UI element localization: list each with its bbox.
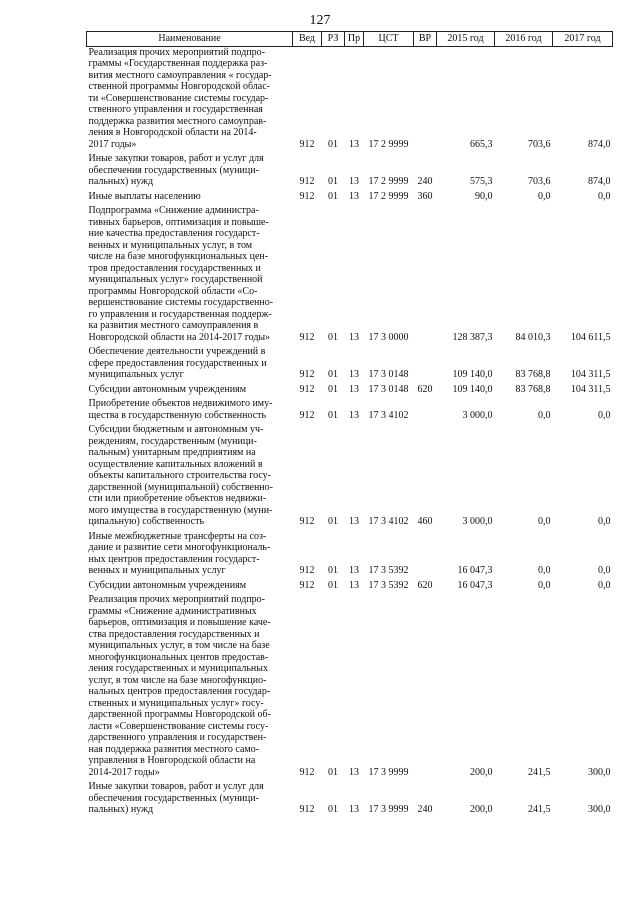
row-value-2015: 3 000,0 bbox=[462, 516, 493, 527]
row-ved: 912 bbox=[299, 565, 315, 576]
table-row bbox=[87, 424, 613, 528]
row-name bbox=[87, 424, 293, 528]
row-name bbox=[87, 531, 293, 577]
row-ved: 912 bbox=[299, 766, 315, 778]
header-2015: 2015 год bbox=[437, 32, 495, 47]
row-pr: 13 bbox=[349, 766, 359, 778]
budget-table bbox=[86, 31, 613, 816]
row-cst: 17 2 9999 bbox=[368, 176, 409, 187]
row-name-text: Субсидии автономным учреждениям bbox=[88, 579, 247, 591]
row-value-2016: 0,0 bbox=[538, 565, 551, 576]
row-cst: 17 3 0148 bbox=[368, 383, 409, 395]
header-vr: ВР bbox=[414, 32, 437, 47]
row-vr bbox=[414, 46, 437, 150]
row-name bbox=[87, 153, 293, 188]
row-value-2016: 703,6 bbox=[528, 138, 551, 150]
row-value-2017: 104 311,5 bbox=[570, 383, 611, 395]
row-rz: 01 bbox=[328, 804, 338, 815]
row-ved: 912 bbox=[299, 516, 315, 527]
page-number: 127 bbox=[309, 13, 331, 28]
row-name-text: Реализация прочих мероприятий подпро- граммы «Снижение административных барьеров, оптимизация и повышение каче- ства предоставления государственных и муниципальных услуг, в том числе на базе многофункциональных центов предостав- ления государственных и муниципальных услуг, в том числе на базе многофункцио- нальных центров предоставления государ- ственных и муниципальных услуг» госу- дарственной программы Новгородской об- ласти «Совершенствование системы госу- дарственного управления и государствен- ная поддержка развития местного само- управления в Новгородской области на 2014-2017 годы» bbox=[88, 594, 271, 778]
row-name bbox=[87, 384, 293, 396]
row-value-2015: 16 047,3 bbox=[457, 565, 493, 576]
row-cst: 17 3 5392 bbox=[368, 565, 409, 576]
header-2016: 2016 год bbox=[495, 32, 553, 47]
row-pr: 13 bbox=[349, 176, 359, 187]
row-vr bbox=[414, 531, 437, 577]
row-pr: 13 bbox=[349, 369, 359, 380]
table-row bbox=[87, 531, 613, 577]
row-vr: 240 bbox=[417, 176, 433, 187]
row-rz: 01 bbox=[328, 579, 338, 591]
row-value-2017: 104 611,5 bbox=[570, 331, 611, 343]
row-vr: 360 bbox=[417, 190, 433, 202]
row-value-2015: 665,3 bbox=[470, 138, 493, 150]
row-value-2017: 0,0 bbox=[598, 190, 611, 202]
table-header bbox=[87, 32, 613, 47]
row-name bbox=[87, 398, 293, 421]
row-value-2016: 703,6 bbox=[528, 176, 551, 187]
row-cst: 17 3 5392 bbox=[368, 579, 409, 591]
row-name bbox=[87, 205, 293, 343]
row-value-2017: 874,0 bbox=[588, 138, 611, 150]
row-value-2016: 0,0 bbox=[538, 409, 551, 421]
row-name-text: Подпрограмма «Снижение администра- тивных барьеров, оптимизация и повыше- ние качества предоставления государст- венных и муниципальных услуг, в том числе на базе многофункциональных цен- тров предоставления государственных и муниципальных услуг» государственной программы Новгородской области «Со- вершенствование системы государственно- го управления и государственная поддерж- ка развития местного самоуправления в Новгородской области на 2014-2017 годы» bbox=[88, 205, 274, 343]
row-value-2015: 16 047,3 bbox=[457, 579, 493, 591]
row-vr bbox=[414, 594, 437, 778]
row-cst: 17 2 9999 bbox=[368, 190, 409, 202]
row-rz: 01 bbox=[328, 516, 338, 527]
row-ved: 912 bbox=[299, 409, 315, 421]
row-value-2016: 0,0 bbox=[538, 579, 551, 591]
row-name bbox=[87, 191, 293, 203]
row-value-2017: 300,0 bbox=[588, 766, 611, 778]
row-pr: 13 bbox=[349, 190, 359, 202]
row-name bbox=[87, 594, 293, 778]
row-pr: 13 bbox=[349, 804, 359, 815]
table-row bbox=[87, 594, 613, 778]
row-cst: 17 3 9999 bbox=[368, 804, 409, 815]
row-pr: 13 bbox=[349, 138, 359, 150]
row-rz: 01 bbox=[328, 176, 338, 187]
row-value-2016: 0,0 bbox=[538, 190, 551, 202]
row-pr: 13 bbox=[349, 409, 359, 421]
table-row bbox=[87, 205, 613, 343]
row-name-text: Иные закупки товаров, работ и услуг для обеспечения государственных (муници- пальных) нужд bbox=[88, 781, 264, 815]
row-name bbox=[87, 346, 293, 381]
row-name-text: Реализация прочих мероприятий подпро- граммы «Государственная поддержка раз- вития местного самоуправления « государ- ственной программы Новгородской облас- ти «Совершенствование системы государ- ственного управления и государственная поддержка развития местного самоуправ- ления в Новгородской области на 2014- 2017 годы» bbox=[88, 46, 272, 150]
row-value-2016: 241,5 bbox=[528, 804, 551, 815]
row-name bbox=[87, 580, 293, 592]
row-value-2017: 0,0 bbox=[598, 409, 611, 421]
row-rz: 01 bbox=[328, 190, 338, 202]
row-value-2017: 104 311,5 bbox=[570, 369, 611, 380]
row-name-text: Иные закупки товаров, работ и услуг для обеспечения государственных (муници- пальных) нужд bbox=[88, 153, 264, 187]
row-cst: 17 2 9999 bbox=[368, 138, 409, 150]
row-value-2016: 84 010,3 bbox=[515, 331, 551, 343]
row-rz: 01 bbox=[328, 331, 338, 343]
row-rz: 01 bbox=[328, 565, 338, 576]
row-value-2015: 128 387,3 bbox=[452, 331, 493, 343]
row-name-text: Иные межбюджетные трансферты на соз- дание и развитие сети многофункциональ- ных центров предоставления государст- венных и муниципальных услуг bbox=[88, 530, 271, 576]
row-rz: 01 bbox=[328, 409, 338, 421]
row-ved: 912 bbox=[299, 383, 315, 395]
table-row bbox=[87, 398, 613, 421]
row-vr: 620 bbox=[417, 579, 433, 591]
row-name bbox=[87, 46, 293, 150]
row-cst: 17 3 0148 bbox=[368, 369, 409, 380]
row-pr: 13 bbox=[349, 331, 359, 343]
row-pr: 13 bbox=[349, 516, 359, 527]
row-rz: 01 bbox=[328, 766, 338, 778]
row-rz: 01 bbox=[328, 383, 338, 395]
row-ved: 912 bbox=[299, 331, 315, 343]
row-ved: 912 bbox=[299, 579, 315, 591]
row-ved: 912 bbox=[299, 138, 315, 150]
row-rz: 01 bbox=[328, 369, 338, 380]
row-value-2017: 300,0 bbox=[588, 804, 611, 815]
row-value-2016: 241,5 bbox=[528, 766, 551, 778]
row-rz: 01 bbox=[328, 138, 338, 150]
row-cst: 17 3 9999 bbox=[368, 766, 409, 778]
row-vr bbox=[414, 346, 437, 381]
table-body bbox=[87, 46, 613, 816]
row-pr: 13 bbox=[349, 579, 359, 591]
row-value-2016: 0,0 bbox=[538, 516, 551, 527]
row-name bbox=[87, 781, 293, 816]
header-name: Наименование bbox=[87, 32, 293, 47]
row-value-2016: 83 768,8 bbox=[515, 369, 551, 380]
row-vr bbox=[414, 398, 437, 421]
row-name-text: Обеспечение деятельности учреждений в сфере предоставления государственных и муниципальных услуг bbox=[88, 346, 267, 380]
table-row bbox=[87, 153, 613, 188]
table-row bbox=[87, 384, 613, 396]
table-row bbox=[87, 580, 613, 592]
row-value-2016: 83 768,8 bbox=[515, 383, 551, 395]
row-ved: 912 bbox=[299, 176, 315, 187]
row-cst: 17 3 4102 bbox=[368, 409, 409, 421]
row-name-text: Иные выплаты населению bbox=[88, 190, 201, 202]
row-name-text: Приобретение объектов недвижимого иму- щества в государственную собственность bbox=[88, 398, 273, 421]
row-pr: 13 bbox=[349, 565, 359, 576]
row-ved: 912 bbox=[299, 804, 315, 815]
row-vr: 620 bbox=[417, 383, 433, 395]
table-row bbox=[87, 346, 613, 381]
row-ved: 912 bbox=[299, 190, 315, 202]
row-vr: 460 bbox=[417, 516, 433, 527]
row-value-2015: 575,3 bbox=[470, 176, 493, 187]
header-pr: Пр bbox=[345, 32, 364, 47]
table-row bbox=[87, 191, 613, 203]
row-value-2015: 109 140,0 bbox=[452, 383, 493, 395]
row-name-text: Субсидии автономным учреждениям bbox=[88, 383, 247, 395]
header-ved: Вед bbox=[293, 32, 322, 47]
row-name-text: Субсидии бюджетным и автономным уч- реждениям, государственным (муници- пальным) унитарным предприятиям на осуществление капитальных вложений в объекты капитального строительства госу- дарственной (муниципальной) собственно- сти или приобретение объектов недвижи- мого имущества в государственную (муни- ципальную) собственность bbox=[88, 424, 273, 527]
row-cst: 17 3 4102 bbox=[368, 516, 409, 527]
table-row bbox=[87, 46, 613, 150]
row-value-2017: 874,0 bbox=[588, 176, 611, 187]
table-row bbox=[87, 781, 613, 816]
header-2017: 2017 год bbox=[553, 32, 613, 47]
header-cst: ЦСТ bbox=[364, 32, 414, 47]
row-value-2015: 200,0 bbox=[470, 766, 493, 778]
row-value-2017: 0,0 bbox=[598, 565, 611, 576]
row-ved: 912 bbox=[299, 369, 315, 380]
row-cst: 17 3 0000 bbox=[368, 331, 409, 343]
row-vr bbox=[414, 205, 437, 343]
header-rz: РЗ bbox=[322, 32, 345, 47]
row-value-2015: 200,0 bbox=[470, 804, 493, 815]
row-value-2015: 109 140,0 bbox=[452, 369, 493, 380]
row-value-2015: 90,0 bbox=[475, 190, 493, 202]
row-value-2017: 0,0 bbox=[598, 579, 611, 591]
row-value-2015: 3 000,0 bbox=[462, 409, 493, 421]
row-pr: 13 bbox=[349, 383, 359, 395]
row-vr: 240 bbox=[417, 804, 433, 815]
row-value-2017: 0,0 bbox=[598, 516, 611, 527]
